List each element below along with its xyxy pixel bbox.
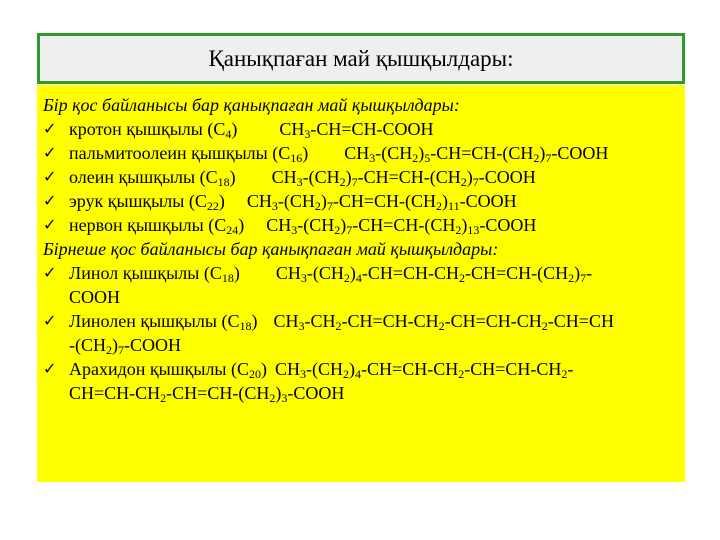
check-icon: ✓ [43,119,57,138]
formula-text: ) [345,167,352,187]
acid-name-text: кротон қышқылы (С [69,119,226,139]
formula-text: CH [275,263,301,283]
item-body [69,309,679,333]
formula-text: -CH=CH-(CH [465,263,569,283]
formula-subscript: 2 [459,271,466,285]
acid-carbon-count: 4 [225,127,232,141]
check-icon: ✓ [43,215,57,234]
acid-name-text: пальмитоолеин қышқылы (С [69,143,291,163]
formula-text: COOH [69,287,121,307]
formula-text: -(CH [306,359,344,379]
formula-subscript: 2 [455,223,462,237]
item-body [69,261,679,285]
acid-carbon-count: 24 [226,223,239,237]
formula-text: ) [340,215,347,235]
formula-text: -CH=CH-(CH [332,191,437,211]
list-item [43,357,679,381]
formula-subscript: 5 [424,151,431,165]
check-icon: ✓ [43,143,57,162]
formula-text: -COOH [479,215,537,235]
list-item [43,165,679,189]
formula-subscript: 7 [580,271,587,285]
formula-text: -COOH [124,335,181,355]
formula-subscript: 2 [269,391,276,405]
acid-formula [272,165,536,189]
acid-name-close: ) [261,359,268,379]
formula-text: ) [466,167,473,187]
formula-text: -(CH [277,191,315,211]
formula-text: CH [279,119,305,139]
item-body [69,165,679,189]
content-panel [37,85,685,482]
acid-carbon-count: 22 [206,199,219,213]
formula-subscript: 3 [296,175,303,189]
acid-name-text: олеин қышқылы (С [69,167,218,187]
formula-text: - [567,359,574,379]
formula-text: -CH=CH-CH [361,359,459,379]
formula-subscript: 2 [335,319,342,333]
formula-text: -COOH [478,167,536,187]
formula-subscript: 2 [160,391,167,405]
section-heading-single: Бір қос байланысы бар қанықпаған май қышқылдары: [43,95,460,115]
acid-name [69,261,240,285]
formula-subscript: 3 [304,127,311,141]
formula-text: CH [275,359,301,379]
formula-text: ) [275,383,282,403]
formula-text: -COOH [459,191,517,211]
section-heading-multiple: Бірнеше қос байланысы бар қанықпаған май қышқылдары: [43,239,499,259]
formula-continuation [43,333,679,357]
formula-subscript: 2 [343,271,350,285]
formula-subscript: 7 [472,175,479,189]
formula-subscript: 2 [314,199,321,213]
formula-subscript: 3 [300,367,307,381]
acid-name [69,165,236,189]
formula-subscript: 3 [291,223,298,237]
item-body [69,189,679,213]
acid-name-text: Линолен қышқылы (С [69,311,240,331]
formula-subscript: 3 [271,199,278,213]
formula-text: CH=CH-CH [69,383,161,403]
acid-formula [344,141,608,165]
formula-text: -CH=CH [547,311,614,331]
list-item [43,213,679,237]
acid-name-close: ) [233,263,240,283]
list-item [43,189,679,213]
formula-text: CH [246,191,272,211]
formula-text: ) [539,143,546,163]
formula-text: -(CH [306,263,344,283]
formula-text: -(CH [69,335,106,355]
acid-carbon-count: 18 [239,319,252,333]
acid-name [69,213,244,237]
formula-subscript: 2 [458,367,465,381]
formula-text: -CH=CH-CH [361,263,460,283]
check-icon: ✓ [43,191,57,210]
item-body [69,357,679,381]
acid-formula [247,189,517,213]
formula-text: -CH=CH-CH [464,359,562,379]
check-icon: ✓ [43,167,57,186]
formula-subscript: 2 [343,367,350,381]
formula-subscript: 2 [460,175,467,189]
acid-name-text: эрук қышқылы (С [69,191,207,211]
acid-name-close: ) [229,167,236,187]
list-item [43,309,679,333]
item-body [69,117,679,141]
formula-subscript: 7 [351,175,358,189]
acid-carbon-count: 18 [217,175,230,189]
formula-subscript: 13 [467,223,480,237]
acid-name [69,357,267,381]
formula-subscript: 2 [412,151,419,165]
formula-subscript: 7 [545,151,552,165]
formula-subscript: 7 [326,199,333,213]
formula-text: ) [574,263,581,283]
formula-subscript: 2 [106,343,112,357]
formula-subscript: 2 [568,271,575,285]
formula-subscript: 3 [300,271,307,285]
list-item [43,261,679,285]
slide-title: Қанықпаған май қышқылдары: [208,45,514,71]
formula-text: -CH=CH-COOH [310,119,434,139]
acid-name-text: Арахидон қышқылы (С [69,359,250,379]
formula-text: ) [442,191,449,211]
formula-continuation [43,381,679,405]
formula-text: -CH=CH-(CH [430,143,534,163]
list-item [43,141,679,165]
item-body [69,141,679,165]
acid-name-close: ) [302,143,309,163]
acid-name [69,141,308,165]
acid-name [69,309,257,333]
acid-name-close: ) [251,311,258,331]
list-item [43,117,679,141]
acid-name-close: ) [238,215,245,235]
formula-text: -CH=CH-(CH [352,215,456,235]
acid-formula [276,261,592,285]
formula-subscript: 7 [118,343,124,357]
formula-text: -CH=CH-(CH [357,167,461,187]
acid-name [69,117,237,141]
acid-name-text: нервон қышқылы (С [69,215,227,235]
check-icon: ✓ [43,359,57,378]
acid-formula [266,213,536,237]
formula-subscript: 3 [298,319,305,333]
formula-text: -COOH [551,143,609,163]
item-body [69,213,679,237]
formula-text: -CH=CH-CH [444,311,542,331]
check-icon: ✓ [43,263,57,282]
formula-subscript: 2 [438,319,445,333]
acid-carbon-count: 18 [221,271,234,285]
acid-carbon-count: 20 [249,367,262,381]
multiple-bond-list [43,261,679,405]
check-icon: ✓ [43,311,57,330]
formula-text: CH [271,167,297,187]
formula-subscript: 7 [346,223,353,237]
formula-text: -CH=CH-(CH [166,383,270,403]
formula-subscript: 2 [533,151,540,165]
formula-text: -(CH [302,167,340,187]
formula-subscript: 2 [561,367,568,381]
formula-text: - [586,263,593,283]
acid-formula [273,309,613,333]
acid-name-close: ) [231,119,238,139]
acid-name-close: ) [218,191,225,211]
formula-subscript: 2 [334,223,341,237]
formula-subscript: 2 [436,199,443,213]
formula-text: CH [266,215,292,235]
formula-text: -(CH [375,143,413,163]
formula-subscript: 4 [355,367,362,381]
formula-text: ) [112,335,118,355]
formula-text: ) [461,215,468,235]
single-bond-list [43,117,679,237]
formula-text: ) [349,263,356,283]
formula-text: -CH=CH-CH [341,311,439,331]
formula-subscript: 11 [448,199,460,213]
formula-subscript: 4 [355,271,362,285]
acid-name-text: Линол қышқылы (С [69,263,222,283]
formula-text: -(CH [297,215,335,235]
formula-subscript: 2 [541,319,548,333]
formula-subscript: 3 [369,151,376,165]
formula-text: ) [349,359,356,379]
formula-text: ) [418,143,425,163]
acid-formula [275,357,573,381]
acid-formula [279,117,433,141]
formula-text: CH [273,311,299,331]
acid-carbon-count: 16 [290,151,303,165]
formula-subscript: 3 [281,391,288,405]
title-box [40,36,682,81]
acid-name [69,189,225,213]
formula-text: CH [344,143,370,163]
formula-text: ) [320,191,327,211]
formula-text: -CH [304,311,336,331]
formula-subscript: 2 [339,175,346,189]
formula-continuation [43,285,679,309]
formula-text: -COOH [287,383,345,403]
